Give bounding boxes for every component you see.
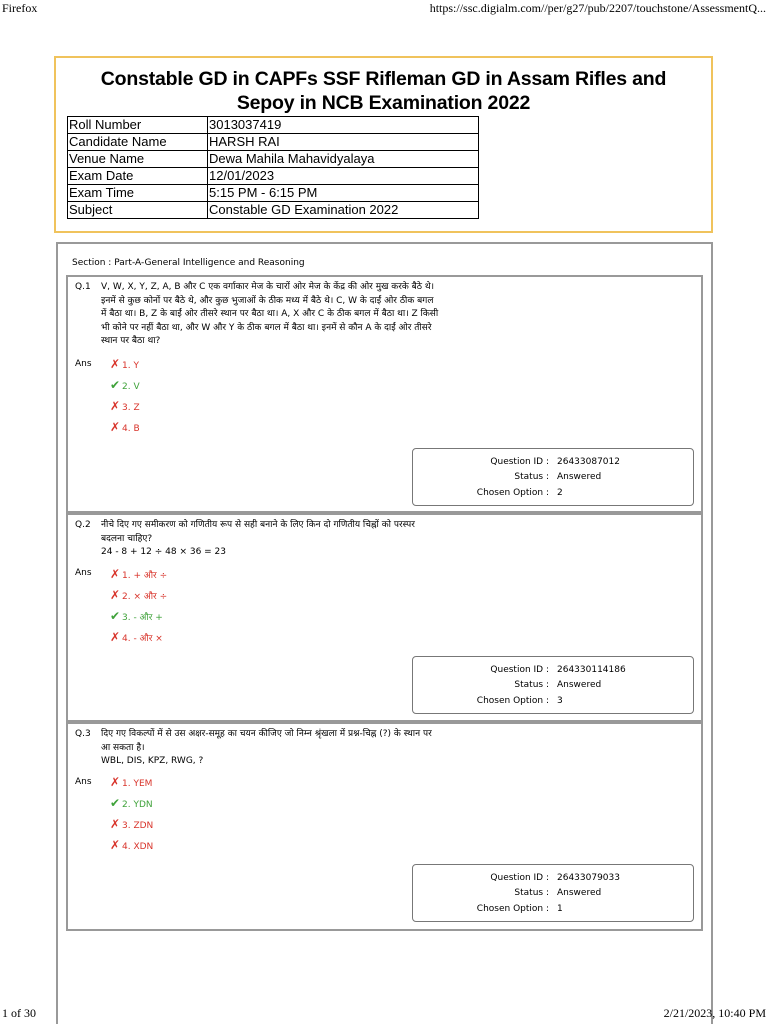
option-label: 4. XDN — [122, 842, 154, 852]
cross-icon: ✗ — [109, 420, 121, 434]
check-icon: ✔ — [109, 609, 121, 623]
cross-icon: ✗ — [109, 399, 121, 413]
info-row — [68, 134, 479, 151]
meta-row — [413, 678, 695, 692]
answer-option — [108, 567, 167, 581]
meta-row — [413, 694, 695, 708]
cross-icon: ✗ — [109, 567, 121, 581]
answer-option — [108, 630, 163, 644]
info-value: 12/01/2023 — [208, 168, 479, 185]
info-key: Candidate Name — [68, 134, 208, 151]
info-value: HARSH RAI — [208, 134, 479, 151]
ans-label: Ans — [75, 359, 92, 369]
question-text — [101, 281, 521, 349]
meta-key: Question ID : — [490, 665, 549, 675]
question-text-line: V, W, X, Y, Z, A, B और C एक वर्गाकार मेज के चारों ओर मेज के केंद्र की ओर मुख करके बैठे थे। — [101, 282, 435, 292]
question-text-line: भी कोने पर नहीं बैठा था, और W और Y के ठीक बगल में बैठा था। इनमें से कौन A के दाईं ओर तीसरे — [101, 322, 432, 333]
info-key: Roll Number — [68, 117, 208, 134]
question-text-line: नीचे दिए गए समीकरण को गणितीय रूप से सही बनाने के लिए किन दो गणितीय चिह्नों को परस्पर — [101, 520, 415, 530]
cross-icon: ✗ — [109, 357, 121, 371]
page-url[interactable]: https://ssc.digialm.com//per/g27/pub/2207/touchstone/AssessmentQ... — [429, 1, 766, 15]
question-card — [66, 513, 703, 722]
info-row — [68, 185, 479, 202]
question-card — [66, 275, 703, 513]
print-footer — [0, 1006, 768, 1024]
print-header — [0, 0, 768, 18]
check-icon: ✔ — [109, 378, 121, 392]
question-id-value: 26433087012 — [557, 457, 620, 467]
option-label: 4. - और × — [122, 634, 163, 644]
option-label: 3. ZDN — [122, 821, 154, 831]
section-title: Section : Part-A-General Intelligence and Reasoning — [72, 258, 305, 268]
cross-icon: ✗ — [109, 838, 121, 852]
question-text-line: आ सकता है। — [101, 742, 145, 753]
chosen-option-value: 2 — [557, 488, 563, 498]
answer-option — [108, 420, 140, 434]
question-text-line: में बैठा था। B, Z के बाईं ओर तीसरे स्थान पर बैठा था। A, X और C के ठीक बगल में बैठा था। Z किसी — [101, 309, 439, 319]
cross-icon: ✗ — [109, 588, 121, 602]
meta-row — [413, 871, 695, 885]
exam-header-box — [54, 56, 713, 233]
status-value: Answered — [557, 472, 602, 482]
question-text — [101, 728, 521, 769]
page-counter: 1 of 30 — [2, 1006, 36, 1020]
question-number: Q.3 — [75, 729, 91, 739]
question-id-value: 26433079033 — [557, 873, 620, 883]
status-value: Answered — [557, 680, 602, 690]
answer-option — [108, 588, 167, 602]
cross-icon: ✗ — [109, 775, 121, 789]
question-card — [66, 722, 703, 931]
info-row — [68, 168, 479, 185]
option-label: 3. Z — [122, 403, 140, 413]
question-meta-box — [412, 864, 694, 922]
info-value: Dewa Mahila Mahavidyalaya — [208, 151, 479, 168]
answer-option — [108, 399, 140, 413]
ans-label: Ans — [75, 777, 92, 787]
candidate-info-table — [67, 116, 479, 219]
info-row — [68, 117, 479, 134]
meta-row — [413, 886, 695, 900]
option-label: 4. B — [122, 424, 140, 434]
meta-key: Status : — [514, 472, 549, 482]
meta-row — [413, 455, 695, 469]
answer-option — [108, 838, 153, 852]
meta-key: Question ID : — [490, 873, 549, 883]
question-number: Q.2 — [75, 520, 91, 530]
answer-option — [108, 775, 152, 789]
status-value: Answered — [557, 888, 602, 898]
browser-name: Firefox — [2, 1, 38, 15]
option-label: 3. - और + — [122, 613, 163, 623]
question-text-line: इनमें से कुछ कोनों पर बैठे थे, और कुछ भुजाओं के ठीक मध्य में बैठे थे। C, W के दाईं ओर ठीक बगल — [101, 295, 434, 306]
info-key: Subject — [68, 202, 208, 219]
info-key: Venue Name — [68, 151, 208, 168]
exam-title: Constable GD in CAPFs SSF Rifleman GD in Assam Rifles and Sepoy in NCB Examination 2022 — [100, 68, 667, 114]
option-label: 1. YEM — [122, 779, 153, 789]
answer-option — [108, 609, 163, 623]
question-text-line: 24 - 8 + 12 ÷ 48 × 36 = 23 — [101, 547, 227, 557]
cross-icon: ✗ — [109, 817, 121, 831]
option-label: 2. YDN — [122, 800, 153, 810]
meta-key: Chosen Option : — [476, 488, 549, 498]
question-text — [101, 519, 521, 560]
info-value: 5:15 PM - 6:15 PM — [208, 185, 479, 202]
ans-label: Ans — [75, 568, 92, 578]
answer-option — [108, 357, 139, 371]
answer-option — [108, 817, 153, 831]
meta-key: Chosen Option : — [476, 904, 549, 914]
option-label: 1. Y — [122, 361, 139, 371]
meta-key: Chosen Option : — [476, 696, 549, 706]
answer-option — [108, 378, 140, 392]
meta-key: Status : — [514, 888, 549, 898]
question-meta-box — [412, 656, 694, 714]
question-text-line: बदलना चाहिए? — [101, 533, 153, 544]
meta-row — [413, 470, 695, 484]
cross-icon: ✗ — [109, 630, 121, 644]
option-label: 2. × और ÷ — [122, 592, 168, 602]
info-key: Exam Date — [68, 168, 208, 185]
info-row — [68, 202, 479, 219]
question-id-value: 264330114186 — [557, 665, 626, 675]
question-text-line: स्थान पर बैठा था? — [101, 336, 161, 346]
info-row — [68, 151, 479, 168]
meta-key: Question ID : — [490, 457, 549, 467]
check-icon: ✔ — [109, 796, 121, 810]
question-meta-box — [412, 448, 694, 506]
chosen-option-value: 1 — [557, 904, 563, 914]
meta-row — [413, 486, 695, 500]
question-text-line: दिए गए विकल्पों में से उस अक्षर-समूह का चयन कीजिए जो निम्न श्रृंखला में प्रश्न-चिह्न (?) के स्थान पर — [101, 729, 432, 739]
option-label: 1. + और ÷ — [122, 571, 168, 581]
meta-row — [413, 663, 695, 677]
info-value: Constable GD Examination 2022 — [208, 202, 479, 219]
chosen-option-value: 3 — [557, 696, 563, 706]
meta-row — [413, 902, 695, 916]
question-number: Q.1 — [75, 282, 91, 292]
option-label: 2. V — [122, 382, 140, 392]
question-text-line: WBL, DIS, KPZ, RWG, ? — [101, 756, 204, 766]
info-key: Exam Time — [68, 185, 208, 202]
section-panel — [56, 242, 713, 1024]
answer-option — [108, 796, 153, 810]
meta-key: Status : — [514, 680, 549, 690]
print-datetime: 2/21/2023, 10:40 PM — [663, 1006, 766, 1020]
info-value: 3013037419 — [208, 117, 479, 134]
